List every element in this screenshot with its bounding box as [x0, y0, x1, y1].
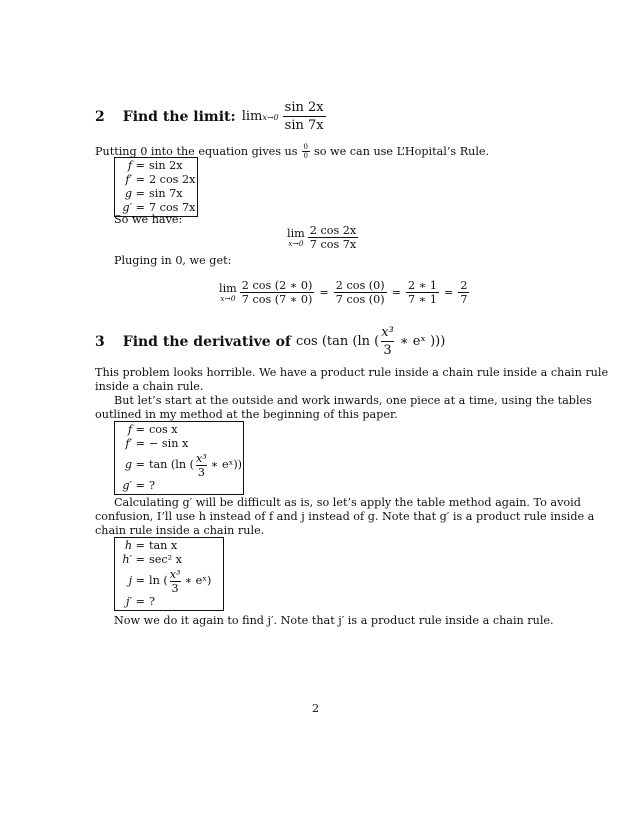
table-row: f′ = − sin x [125, 437, 189, 450]
paragraph-horrible: This problem looks horrible. We have a product rule inside a chain rule inside a chain rule inside a chain rule. [95, 366, 609, 393]
limit-operator: lim x→0 [219, 281, 237, 303]
section-2-heading [95, 99, 326, 134]
paragraph-again: Now we do it again to find j′. Note that j′ is a product rule inside a chain rule. [114, 614, 554, 627]
equation-limit-derivatives [287, 224, 358, 251]
table-row: g′ = 7 cos 7x [122, 201, 196, 214]
fraction-step-3: $\frac{2 ∗ 1}{7 ∗ 1}$ [408, 279, 437, 306]
section-2-title: Find the limit: [122, 108, 236, 125]
section-3-heading: 3 Find the derivative of cos (tan (ln ( $\frac{\text{x³}}{3}$ ∗ eˣ ))) [95, 325, 446, 358]
page-number: 2 [312, 702, 320, 715]
table-row: f = sin 2x [127, 159, 183, 172]
paragraph-table-method: Calculating g′ will be difficult as is, so let’s apply the table method again. To avoid confusion, I’ll use h instead of f and j instead of g. Note that g′ is a product rule inside a chain rule inside a chain rule. [95, 496, 595, 537]
fraction-result: $\frac{2}{7}$ [460, 279, 468, 306]
section-3-number: 3 [95, 333, 105, 350]
table-row: f = cos x [127, 423, 178, 436]
x-cubed-over-3: $\frac{\text{x³}}{3}$ [169, 567, 181, 595]
table-row: j = ln ( $\frac{\text{x³}}{3}$ ∗ eˣ) [128, 567, 212, 595]
paragraph-lhopital: Putting 0 into the equation gives us $\frac{0}{0}$ so we can use L’Hopital’s Rule. [95, 143, 490, 160]
table-row: h = tan x [124, 539, 178, 552]
section-3-title: Find the derivative of [122, 333, 291, 350]
table-derivatives-3 [114, 537, 224, 611]
table-row: g = tan (ln ( $\frac{\text{x³}}{3}$ ∗ eˣ)) [124, 451, 243, 479]
section-2-limit: lim x→0 [241, 109, 279, 124]
table-row: g′ = ? [122, 479, 155, 492]
fraction-step-2: $\frac{2 \cos (0)}{7 \cos (0)}$ [335, 279, 385, 306]
table-derivatives-1 [114, 157, 198, 217]
table-row: f′ = 2 cos 2x [125, 173, 196, 186]
paragraph-outside-in: But let’s start at the outside and work inwards, one piece at a time, using the tables outlined in my method at the beginning of this paper. [95, 394, 592, 421]
so-we-have-text: So we have: [114, 213, 183, 226]
fraction-step-1: $\frac{2 \cos (2 ∗ 0)}{7 \cos (7 ∗ 0)}$ [241, 279, 313, 306]
equation-fraction: $\frac{2 \cos 2x}{7 \cos 7x}$ [309, 224, 357, 251]
table-row: j′ = ? [126, 595, 155, 608]
equation-evaluate: lim x→0 $\frac{2 \cos (2 ∗ 0)}{7 \cos (7 ∗ 0)}$ = $\frac{2 \cos (0)}{7 \cos (0)}$ = $\frac{2 ∗ 1}{7 ∗ 1}$ = $\frac{2}{7}$ [219, 279, 468, 306]
table-row: h′ = sec² x [122, 553, 182, 566]
table-row: g = sin 7x [124, 187, 183, 200]
zero-over-zero: $\frac{0}{0}$ [303, 143, 308, 160]
section-2-number: 2 [95, 108, 105, 125]
limit-operator: lim x→0 [287, 226, 305, 248]
table-derivatives-2 [114, 421, 244, 495]
section-2-fraction: $\frac{\sin 2x}{\sin 7x}$ [284, 100, 324, 133]
x-cubed-over-3: $\frac{\text{x³}}{3}$ [381, 325, 394, 358]
pluging-text: Pluging in 0, we get: [114, 254, 232, 267]
x-cubed-over-3: $\frac{\text{x³}}{3}$ [196, 451, 207, 479]
